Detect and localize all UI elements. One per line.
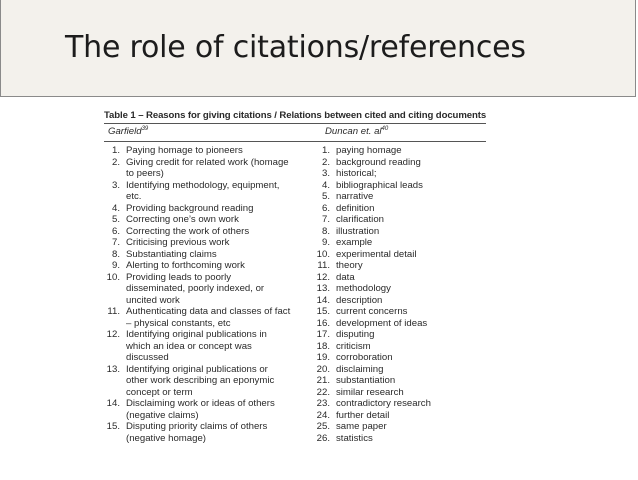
citation-reasons-table: [104, 110, 518, 480]
garfield-reason-number: [104, 433, 120, 445]
duncan-relation-text: substantiation: [336, 375, 396, 386]
table-caption: Table 1 – Reasons for giving citations / Relations between cited and citing documents: [104, 110, 487, 121]
duncan-relation-row: [314, 272, 494, 284]
duncan-relation-number: 20.: [316, 363, 330, 375]
garfield-reason-number: [104, 352, 120, 364]
duncan-relation-number: 10.: [316, 248, 330, 260]
duncan-relation-text: corroboration: [336, 352, 393, 363]
garfield-reason-number: [104, 341, 120, 353]
garfield-reason-text: Correcting the work of others: [126, 225, 250, 237]
duncan-relation-row: [314, 214, 494, 226]
duncan-relation-number: 5.: [321, 191, 330, 202]
garfield-reason-number: 4.: [111, 202, 120, 214]
duncan-relation-text: background reading: [336, 156, 421, 168]
garfield-reason-row: [104, 191, 314, 203]
garfield-reason-number: 7.: [111, 237, 120, 248]
garfield-reason-number: [104, 410, 120, 422]
duncan-relation-row: [314, 375, 494, 387]
garfield-reason-row: [104, 214, 314, 226]
garfield-reason-row: [104, 272, 314, 284]
garfield-reason-text: Authenticating data and classes of fact: [126, 306, 291, 317]
duncan-relation-number: 26.: [316, 432, 330, 444]
garfield-reason-row: [104, 364, 314, 376]
garfield-reason-text: which an idea or concept was: [126, 340, 252, 352]
duncan-relation-text: definition: [336, 202, 375, 214]
duncan-relation-row: [314, 295, 494, 307]
garfield-reason-number: [104, 191, 120, 203]
garfield-reason-row: [104, 249, 314, 261]
garfield-reasons-list: [104, 145, 314, 444]
duncan-relation-number: 21.: [316, 375, 330, 386]
duncan-relation-text: methodology: [336, 283, 391, 294]
duncan-relation-text: narrative: [336, 191, 374, 202]
garfield-reason-text: (negative homage): [126, 432, 206, 444]
duncan-relation-text: data: [336, 271, 355, 283]
duncan-relation-row: [314, 421, 494, 433]
duncan-relation-row: [314, 157, 494, 169]
garfield-reason-text: discussed: [126, 352, 169, 363]
duncan-relation-text: further detail: [336, 409, 390, 421]
duncan-relation-text: criticism: [336, 340, 371, 352]
duncan-relation-text: same paper: [336, 421, 387, 432]
duncan-relation-row: [314, 398, 494, 410]
duncan-relation-row: [314, 364, 494, 376]
garfield-reason-row: [104, 203, 314, 215]
duncan-relation-text: statistics: [336, 432, 373, 444]
duncan-relation-row: [314, 329, 494, 341]
garfield-reason-number: 9.: [111, 260, 120, 271]
duncan-relation-row: [314, 203, 494, 215]
garfield-reason-row: [104, 145, 314, 157]
garfield-reason-row: [104, 387, 314, 399]
garfield-reason-row: [104, 260, 314, 272]
garfield-reason-number: 14.: [106, 398, 120, 409]
garfield-reason-number: 13.: [106, 363, 120, 375]
duncan-relation-text: illustration: [336, 225, 380, 237]
garfield-reason-text: Correcting one’s own work: [126, 214, 239, 225]
garfield-reason-text: Giving credit for related work (homage: [126, 156, 289, 168]
garfield-reason-row: [104, 283, 314, 295]
duncan-relation-number: 4.: [321, 179, 330, 191]
garfield-reason-row: [104, 421, 314, 433]
duncan-relation-number: 19.: [316, 352, 330, 363]
garfield-reason-row: [104, 157, 314, 169]
garfield-reason-text: etc.: [126, 191, 142, 202]
garfield-reason-text: Disputing priority claims of others: [126, 421, 268, 432]
garfield-reason-number: 3.: [111, 179, 120, 191]
garfield-reason-text: Providing leads to poorly: [126, 271, 232, 283]
garfield-reason-row: [104, 237, 314, 249]
duncan-relation-row: [314, 180, 494, 192]
duncan-relation-row: [314, 260, 494, 272]
table-header-rule: [104, 141, 486, 142]
duncan-relation-row: [314, 249, 494, 261]
duncan-relation-text: experimental detail: [336, 248, 417, 260]
slide-title-bar: [0, 0, 636, 97]
duncan-relation-row: [314, 237, 494, 249]
garfield-reason-text: Paying homage to pioneers: [126, 145, 243, 156]
duncan-relation-number: 24.: [316, 409, 330, 421]
garfield-reason-text: Providing background reading: [126, 202, 254, 214]
left-column-header: Garfield$^{39}$: [108, 126, 149, 138]
duncan-relation-number: 17.: [316, 329, 330, 340]
garfield-reason-text: uncited work: [126, 294, 180, 306]
duncan-relation-row: [314, 410, 494, 422]
duncan-relation-text: bibliographical leads: [336, 179, 423, 191]
garfield-reason-number: 2.: [111, 156, 120, 168]
duncan-relation-text: paying homage: [336, 145, 402, 156]
duncan-relation-number: 15.: [316, 306, 330, 317]
garfield-reason-text: (negative claims): [126, 409, 199, 421]
garfield-reason-text: Substantiating claims: [126, 248, 217, 260]
garfield-reason-row: [104, 341, 314, 353]
duncan-relation-number: 7.: [321, 214, 330, 225]
garfield-reason-number: 12.: [106, 329, 120, 340]
garfield-reason-text: to peers): [126, 168, 164, 179]
duncan-relation-row: [314, 226, 494, 238]
garfield-reason-row: [104, 410, 314, 422]
duncan-relation-text: disclaiming: [336, 363, 384, 375]
duncan-relation-text: contradictory research: [336, 398, 431, 409]
garfield-reason-number: [104, 168, 120, 180]
duncan-relation-row: [314, 318, 494, 330]
duncan-relation-number: 11.: [317, 260, 330, 271]
duncan-relation-row: [314, 168, 494, 180]
duncan-relation-number: 23.: [316, 398, 330, 409]
garfield-reason-text: Alerting to forthcoming work: [126, 260, 245, 271]
slide-title: The role of citations/references: [65, 30, 526, 65]
duncan-relation-number: 3.: [321, 168, 330, 179]
duncan-relation-row: [314, 433, 494, 445]
duncan-relation-text: historical;: [336, 168, 377, 179]
duncan-relations-list: [314, 145, 494, 444]
garfield-reason-row: [104, 226, 314, 238]
garfield-reason-text: – physical constants, etc: [126, 317, 231, 329]
duncan-relation-text: current concerns: [336, 306, 408, 317]
garfield-reason-number: 10.: [106, 271, 120, 283]
duncan-relation-number: 16.: [316, 317, 330, 329]
garfield-reason-row: [104, 318, 314, 330]
duncan-relation-number: 18.: [316, 340, 330, 352]
duncan-relation-number: 9.: [321, 237, 330, 248]
duncan-relation-row: [314, 341, 494, 353]
duncan-relation-text: development of ideas: [336, 317, 428, 329]
duncan-relation-row: [314, 306, 494, 318]
duncan-relation-row: [314, 387, 494, 399]
garfield-reason-number: [104, 295, 120, 307]
garfield-reason-text: Identifying original publications or: [126, 363, 268, 375]
garfield-reason-text: other work describing an eponymic: [126, 375, 275, 386]
garfield-reason-number: 5.: [111, 214, 120, 225]
garfield-reason-text: disseminated, poorly indexed, or: [126, 283, 265, 294]
duncan-relation-number: 2.: [321, 156, 330, 168]
table-top-rule: [104, 123, 486, 124]
garfield-reason-number: 8.: [111, 248, 120, 260]
garfield-reason-number: [104, 387, 120, 399]
garfield-reason-number: 1.: [111, 145, 120, 156]
garfield-reason-text: Identifying original publications in: [126, 329, 267, 340]
duncan-relation-row: [314, 145, 494, 157]
duncan-relation-text: theory: [336, 260, 363, 271]
garfield-reason-row: [104, 329, 314, 341]
garfield-reason-row: [104, 306, 314, 318]
duncan-relation-number: 6.: [321, 202, 330, 214]
duncan-relation-text: description: [336, 294, 383, 306]
duncan-relation-text: example: [336, 237, 373, 248]
garfield-reason-number: 15.: [106, 421, 120, 432]
duncan-relation-row: [314, 352, 494, 364]
right-column-header: Duncan et. $al^{40}$: [325, 126, 389, 138]
garfield-reason-row: [104, 375, 314, 387]
duncan-relation-number: 14.: [316, 294, 330, 306]
duncan-relation-number: 25.: [316, 421, 330, 432]
garfield-reason-number: [104, 318, 120, 330]
garfield-reason-text: Criticising previous work: [126, 237, 230, 248]
garfield-reason-row: [104, 180, 314, 192]
duncan-relation-number: 1.: [321, 145, 330, 156]
garfield-reason-row: [104, 352, 314, 364]
garfield-reason-text: Identifying methodology, equipment,: [126, 179, 280, 191]
garfield-reason-row: [104, 168, 314, 180]
duncan-relation-text: similar research: [336, 386, 404, 398]
garfield-reason-number: [104, 375, 120, 387]
duncan-relation-number: 8.: [321, 225, 330, 237]
duncan-relation-text: clarification: [336, 214, 384, 225]
garfield-reason-number: 6.: [111, 225, 120, 237]
garfield-reason-text: concept or term: [126, 386, 193, 398]
garfield-reason-row: [104, 398, 314, 410]
duncan-relation-number: 12.: [316, 271, 330, 283]
duncan-relation-row: [314, 191, 494, 203]
duncan-relation-text: disputing: [336, 329, 375, 340]
garfield-reason-row: [104, 433, 314, 445]
garfield-reason-text: Disclaiming work or ideas of others: [126, 398, 275, 409]
garfield-reason-row: [104, 295, 314, 307]
duncan-relation-row: [314, 283, 494, 295]
garfield-reason-number: 11.: [107, 306, 120, 317]
duncan-relation-number: 13.: [316, 283, 330, 294]
garfield-reason-number: [104, 283, 120, 295]
duncan-relation-number: 22.: [316, 386, 330, 398]
